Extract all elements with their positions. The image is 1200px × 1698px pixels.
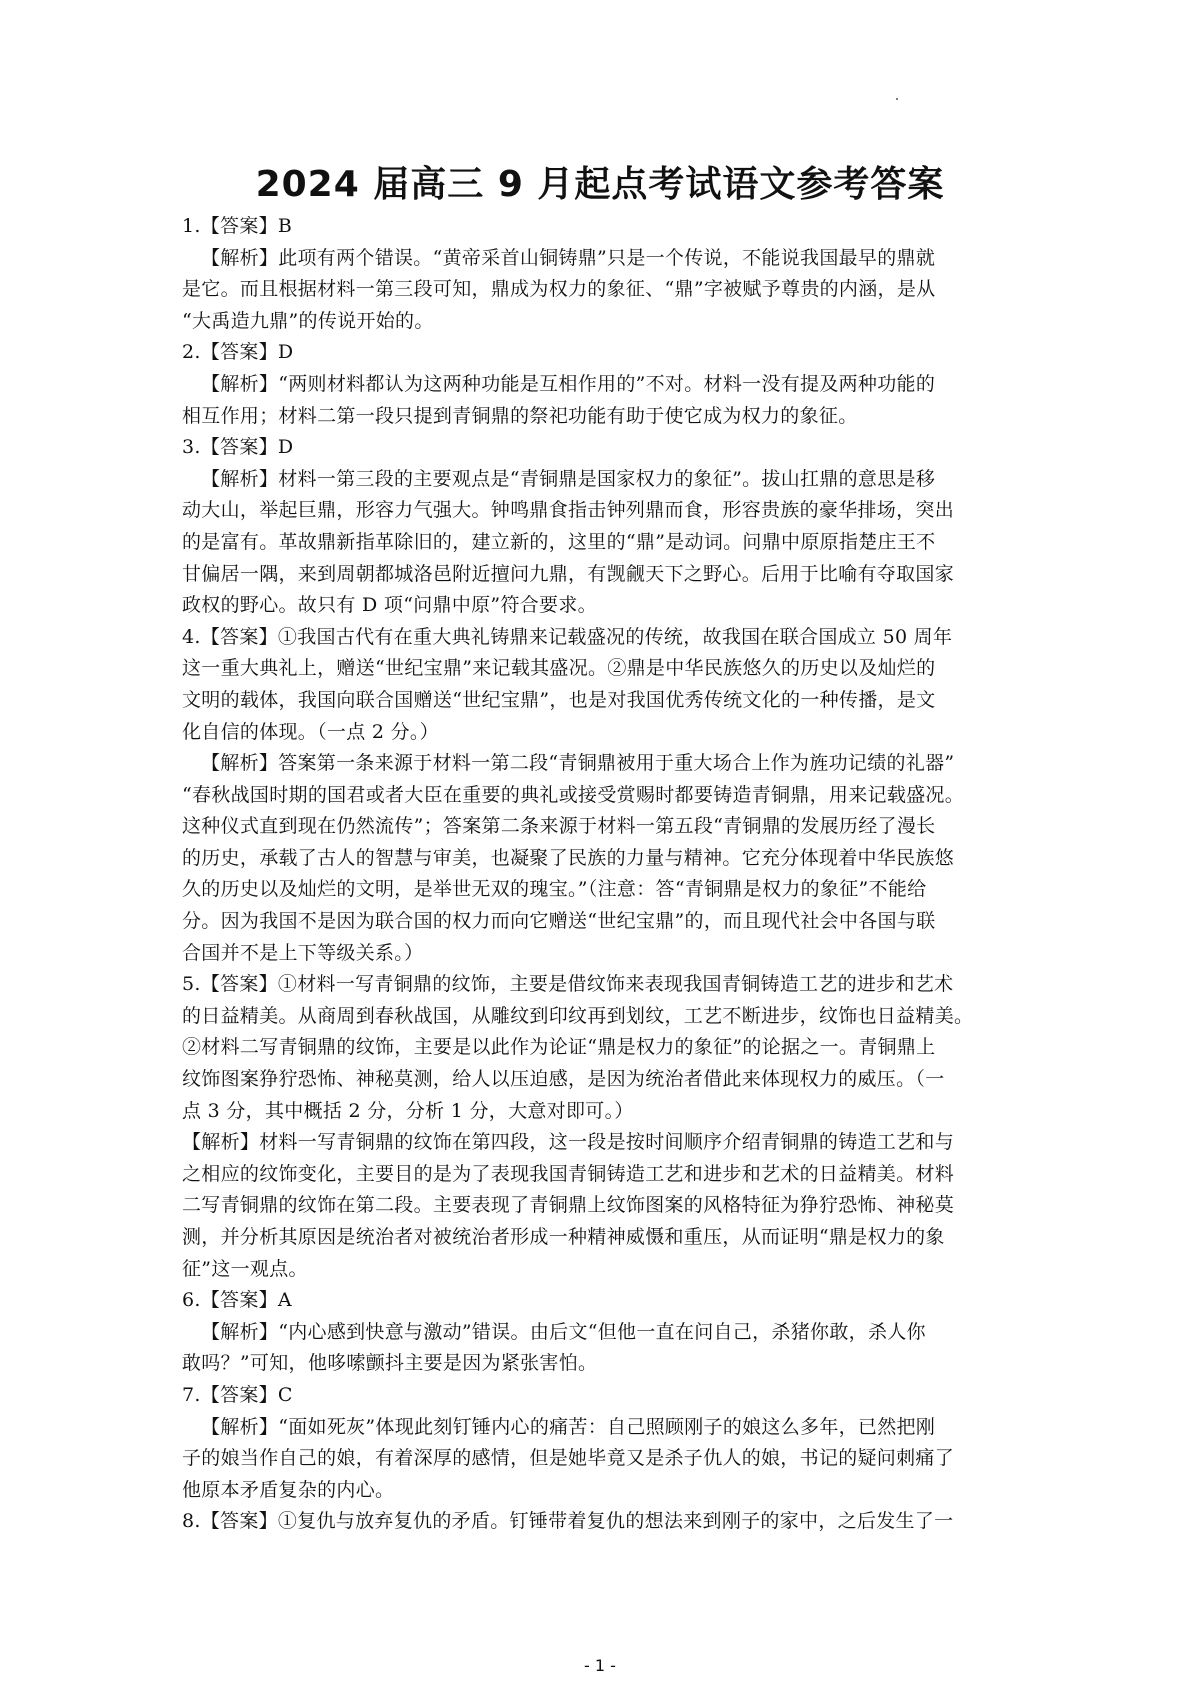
page-number: - 1 - bbox=[584, 1656, 616, 1675]
text-line: 化自信的体现。（一点 2 分。） bbox=[182, 720, 439, 743]
text-line: 动大山，举起巨鼎，形容力气强大。钟鸣鼎食指击钟列鼎而食，形容贵族的豪华排场，突出 bbox=[182, 499, 955, 522]
text-line: 甘偏居一隅，来到周朝都城洛邑附近擅问九鼎，有觊觎天下之野心。后用于比喻有夺取国家 bbox=[182, 562, 955, 585]
text-line: 【解析】“内心感到快意与激动”错误。由后文“但他一直在问自己，杀猪你敢，杀人你 bbox=[201, 1320, 926, 1343]
text-line: 【解析】此项有两个错误。“黄帝采首山铜铸鼎”只是一个传说，不能说我国最早的鼎就 bbox=[201, 246, 936, 269]
text-line: 的日益精美。从商周到春秋战国，从雕纹到印纹再到划纹，工艺不断进步，纹饰也日益精美。 bbox=[182, 1004, 974, 1027]
text-line: 分。因为我国不是因为联合国的权力而向它赠送“世纪宝鼎”的，而且现代社会中各国与联 bbox=[182, 910, 936, 933]
text-line: 5.【答案】①材料一写青铜鼎的纹饰，主要是借纹饰来表现我国青铜铸造工艺的进步和艺术 bbox=[182, 973, 954, 996]
text-line: 1.【答案】B bbox=[182, 215, 293, 237]
text-line: 他原本矛盾复杂的内心。 bbox=[182, 1478, 395, 1501]
text-line: 点 3 分，其中概括 2 分，分析 1 分，大意对即可。） bbox=[182, 1099, 634, 1122]
page-title: 2024 届高三 9 月起点考试语文参考答案 bbox=[255, 164, 945, 205]
text-line: 【解析】材料一第三段的主要观点是“青铜鼎是国家权力的象征”。拔山扛鼎的意思是移 bbox=[201, 467, 936, 490]
text-line: 7.【答案】C bbox=[182, 1383, 293, 1406]
text-line: “春秋战国时期的国君或者大臣在重要的典礼或接受赏赐时都要铸造青铜鼎，用来记载盛况。 bbox=[182, 783, 965, 806]
text-line: 是它。而且根据材料一第三段可知，鼎成为权力的象征、“鼎”字被赋予尊贵的内涵，是从 bbox=[182, 278, 936, 301]
text-line: 征”这一观点。 bbox=[182, 1257, 308, 1280]
text-line: 8.【答案】①复仇与放弃复仇的矛盾。钉锤带着复仇的想法来到刚子的家中，之后发生了一 bbox=[182, 1510, 954, 1533]
text-line: 【解析】“两则材料都认为这两种功能是互相作用的”不对。材料一没有提及两种功能的 bbox=[201, 372, 936, 395]
answer-body bbox=[182, 211, 1027, 1538]
text-line: 久的历史以及灿烂的文明，是举世无双的瑰宝。”（注意：答“青铜鼎是权力的象征”不能给 bbox=[182, 878, 927, 901]
text-line: 的历史，承载了古人的智慧与审美，也凝聚了民族的力量与精神。它充分体现着中华民族悠 bbox=[182, 846, 955, 869]
text-line: 的是富有。革故鼎新指革除旧的，建立新的，这里的“鼎”是动词。问鼎中原原指楚庄王不 bbox=[182, 530, 936, 553]
text-line: 这一重大典礼上，赠送“世纪宝鼎”来记载其盛况。②鼎是中华民族悠久的历史以及灿烂的 bbox=[182, 657, 936, 680]
text-line: 之相应的纹饰变化，主要目的是为了表现我国青铜铸造工艺和进步和艺术的日益精美。材料 bbox=[182, 1162, 955, 1185]
text-line: 3.【答案】D bbox=[182, 436, 294, 459]
text-line: 4.【答案】①我国古代有在重大典礼铸鼎来记载盛况的传统，故我国在联合国成立 50 周年 bbox=[182, 625, 953, 648]
text-line: ②材料二写青铜鼎的纹饰，主要是以此作为论证“鼎是权力的象征”的论据之一。青铜鼎上 bbox=[182, 1036, 936, 1059]
text-line: 测，并分析其原因是统治者对被统治者形成一种精神威慑和重压，从而证明“鼎是权力的象 bbox=[182, 1226, 945, 1248]
text-line: 这种仪式直到现在仍然流传”；答案第二条来源于材料一第五段“青铜鼎的发展历经了漫长 bbox=[182, 815, 936, 838]
text-line: 纹饰图案狰狞恐怖、神秘莫测，给人以压迫感，是因为统治者借此来体现权力的威压。（一 bbox=[182, 1068, 945, 1091]
text-line: 合国并不是上下等级关系。） bbox=[182, 941, 424, 964]
text-line: 敢吗？”可知，他哆嗦颤抖主要是因为紧张害怕。 bbox=[182, 1352, 598, 1375]
text-line: 文明的载体，我国向联合国赠送“世纪宝鼎”，也是对我国优秀传统文化的一种传播，是文 bbox=[182, 688, 936, 711]
text-line: “大禹造九鼎”的传说开始的。 bbox=[182, 309, 434, 332]
text-line: 相互作用；材料二第一段只提到青铜鼎的祭祀功能有助于使它成为权力的象征。 bbox=[182, 404, 858, 427]
text-line: 二写青铜鼎的纹饰在第二段。主要表现了青铜鼎上纹饰图案的风格特征为狰狞恐怖、神秘莫 bbox=[182, 1194, 955, 1217]
text-line: 2.【答案】D bbox=[182, 341, 294, 364]
text-line: 6.【答案】A bbox=[182, 1289, 292, 1312]
text-line: 【解析】材料一写青铜鼎的纹饰在第四段，这一段是按时间顺序介绍青铜鼎的铸造工艺和与 bbox=[182, 1131, 955, 1154]
text-line: 【解析】答案第一条来源于材料一第二段“青铜鼎被用于重大场合上作为旌功记绩的礼器” bbox=[201, 752, 955, 775]
text-line: 子的娘当作自己的娘，有着深厚的感情，但是她毕竟又是杀子仇人的娘，书记的疑问刺痛了 bbox=[182, 1447, 955, 1470]
scan-speck bbox=[896, 98, 898, 100]
text-line: 政权的野心。故只有 D 项“问鼎中原”符合要求。 bbox=[182, 594, 597, 617]
text-line: 【解析】“面如死灰”体现此刻钉锤内心的痛苦：自己照顾刚子的娘这么多年，已然把刚 bbox=[201, 1415, 936, 1438]
